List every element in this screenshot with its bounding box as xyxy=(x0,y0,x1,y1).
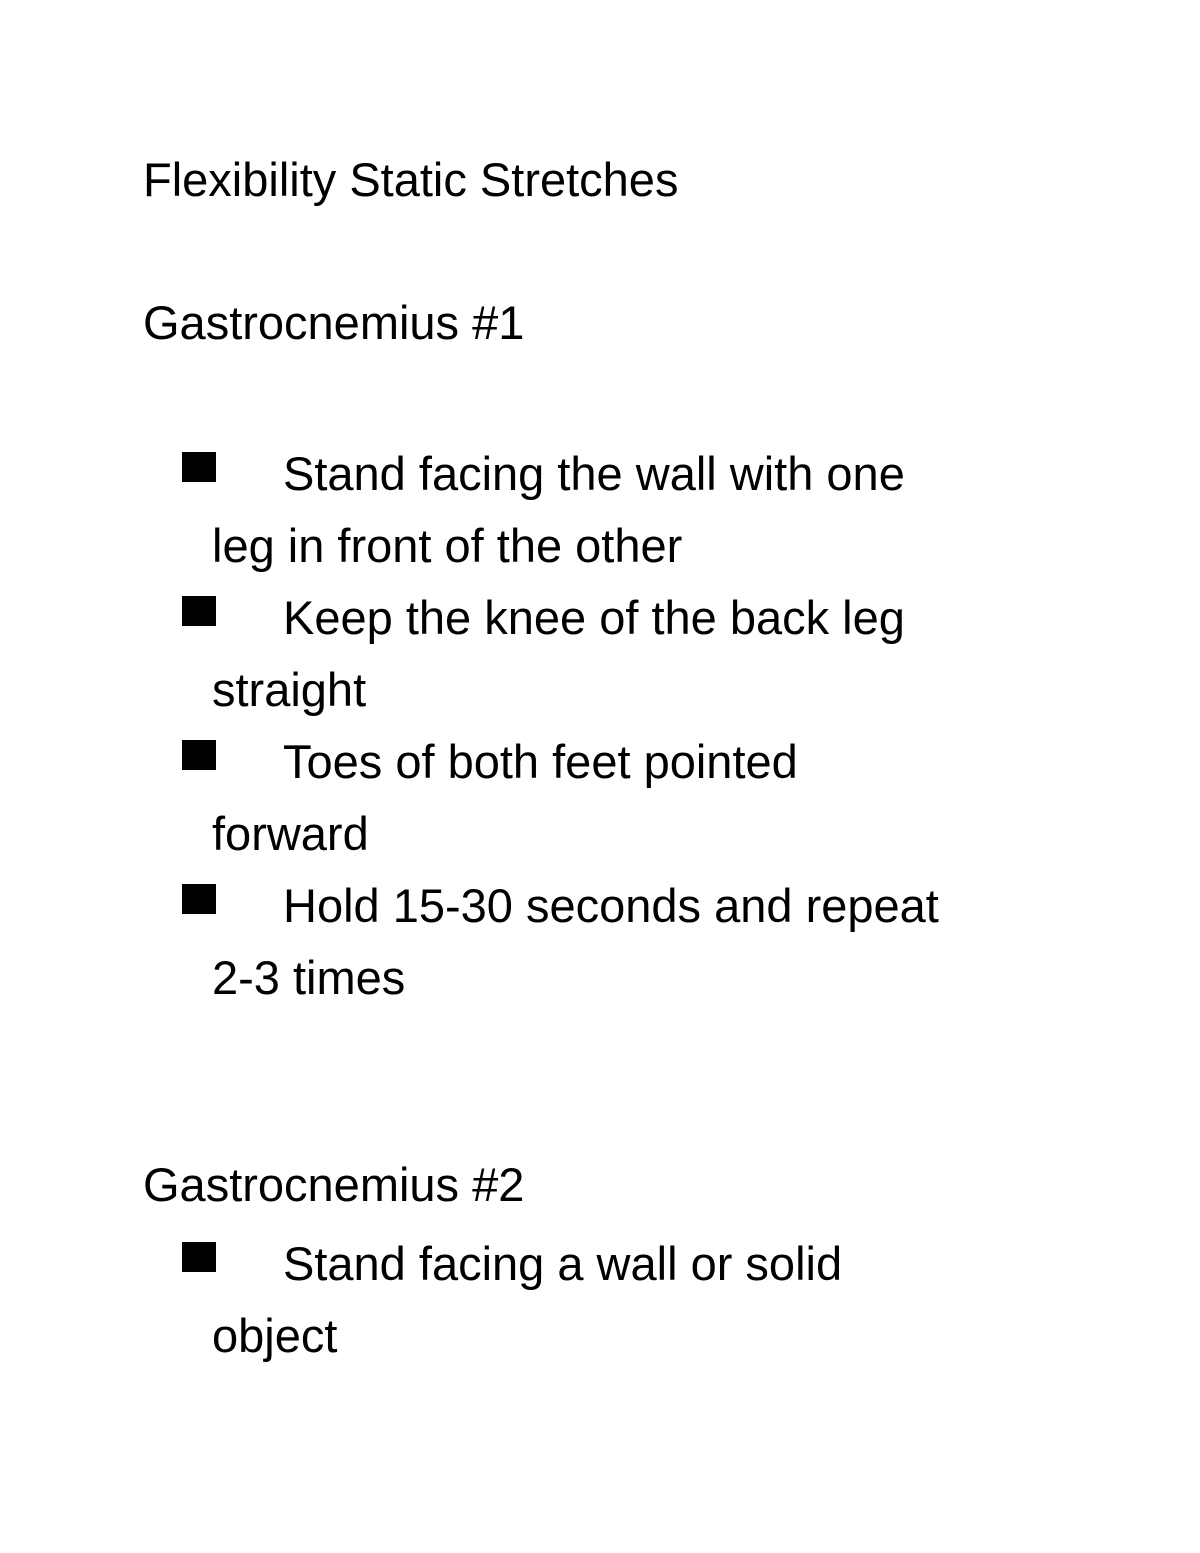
list-item-text: Stand facing the wall with one xyxy=(283,447,905,500)
instruction-list-gastrocnemius-1 xyxy=(0,438,1100,1014)
list-item-text-continued: straight xyxy=(212,663,367,716)
list-item xyxy=(0,870,1100,1014)
square-bullet-icon xyxy=(182,452,216,482)
list-item-text-continued: object xyxy=(212,1309,338,1362)
square-bullet-icon xyxy=(182,596,216,626)
section-heading-gastrocnemius-2: Gastrocnemius #2 xyxy=(143,1158,525,1211)
list-item-text-continued: 2-3 times xyxy=(212,951,406,1004)
list-item-text-continued: leg in front of the other xyxy=(212,519,683,572)
list-item-text: Toes of both feet pointed xyxy=(283,735,798,788)
square-bullet-icon xyxy=(182,884,216,914)
list-item xyxy=(0,1228,1100,1372)
document-title: Flexibility Static Stretches xyxy=(143,153,679,206)
square-bullet-icon xyxy=(182,1242,216,1272)
list-item xyxy=(0,438,1100,582)
instruction-list-gastrocnemius-2 xyxy=(0,1228,1100,1372)
list-item xyxy=(0,582,1100,726)
list-item-text-continued: forward xyxy=(212,807,369,860)
list-item-text: Hold 15-30 seconds and repeat xyxy=(283,879,939,932)
list-item xyxy=(0,726,1100,870)
list-item-text: Stand facing a wall or solid xyxy=(283,1237,843,1290)
list-item-text: Keep the knee of the back leg xyxy=(283,591,905,644)
section-heading-gastrocnemius-1: Gastrocnemius #1 xyxy=(143,296,525,349)
square-bullet-icon xyxy=(182,740,216,770)
